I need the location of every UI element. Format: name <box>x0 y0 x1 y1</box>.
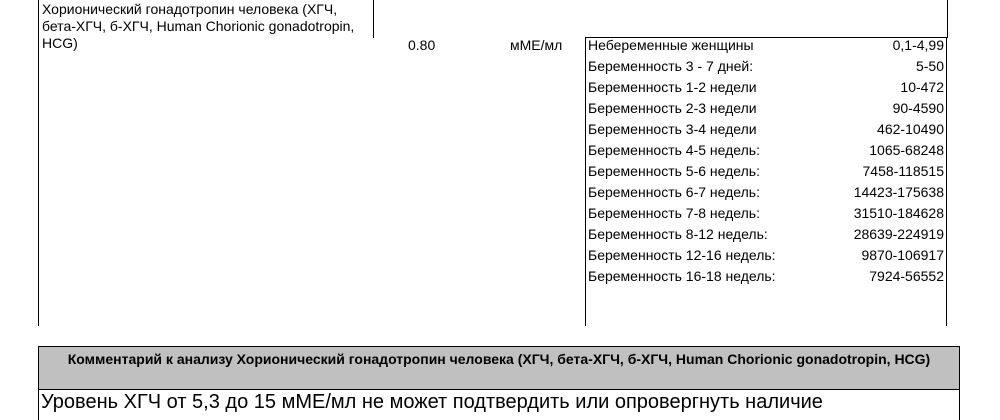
reference-row <box>588 184 944 201</box>
table-divider-name-result <box>373 0 374 38</box>
test-unit: мМЕ/мл <box>510 37 563 53</box>
reference-label: Беременность 2-3 недели <box>588 100 757 116</box>
reference-label: Беременность 12-16 недель: <box>588 247 776 263</box>
reference-row <box>588 163 944 180</box>
reference-label: Беременность 8-12 недель: <box>588 226 768 242</box>
reference-value: 7924-56552 <box>869 268 944 284</box>
reference-value: 0,1-4,99 <box>892 37 944 53</box>
test-name: Хорионический гонадотропин человека (ХГЧ, бета-ХГЧ, б-ХГЧ, Human Chorionic gonadotropin, HCG) <box>42 1 355 51</box>
reference-value: 10-472 <box>900 79 944 95</box>
table-border-right <box>946 37 947 326</box>
reference-row <box>588 121 944 138</box>
reference-row <box>588 247 944 264</box>
test-result-value: 0.80 <box>408 37 436 53</box>
reference-ranges <box>588 37 944 289</box>
reference-value: 5-50 <box>915 58 944 74</box>
reference-value: 9870-106917 <box>861 247 944 263</box>
reference-value: 1065-68248 <box>869 142 944 158</box>
reference-label: Беременность 16-18 недель: <box>588 268 776 284</box>
table-divider-unit-ref <box>585 37 586 326</box>
reference-row <box>588 205 944 222</box>
reference-value: 14423-175638 <box>853 184 944 200</box>
reference-row <box>588 268 944 285</box>
reference-row <box>588 79 944 96</box>
table-border-left <box>38 0 39 326</box>
reference-row <box>588 58 944 75</box>
reference-label: Беременность 4-5 недель: <box>588 142 760 158</box>
reference-label: Беременность 6-7 недель: <box>588 184 760 200</box>
reference-value: 28639-224919 <box>853 226 944 242</box>
reference-value: 31510-184628 <box>853 205 944 221</box>
comment-text: Уровень ХГЧ от 5,3 до 15 мМЕ/мл не может подтвердить или опровергнуть наличие <box>38 390 960 420</box>
reference-label: Беременность 1-2 недели <box>588 79 757 95</box>
reference-label: Беременность 3-4 недели <box>588 121 757 137</box>
reference-label: Небеременные женщины <box>588 37 754 53</box>
comment-header: Комментарий к анализу Хорионический гонадотропин человека (ХГЧ, бета-ХГЧ, б-ХГЧ, Human Chorionic gonadotropin, HCG) <box>38 346 960 390</box>
reference-value: 7458-118515 <box>862 163 944 179</box>
reference-row <box>588 100 944 117</box>
reference-row <box>588 226 944 243</box>
reference-label: Беременность 5-6 недель: <box>588 163 760 179</box>
reference-label: Беременность 3 - 7 дней: <box>588 58 754 74</box>
table-border-right-top <box>947 0 948 38</box>
reference-row <box>588 142 944 159</box>
reference-row <box>588 37 944 54</box>
reference-label: Беременность 7-8 недель: <box>588 205 760 221</box>
reference-value: 90-4590 <box>892 100 944 116</box>
reference-value: 462-10490 <box>877 121 944 137</box>
